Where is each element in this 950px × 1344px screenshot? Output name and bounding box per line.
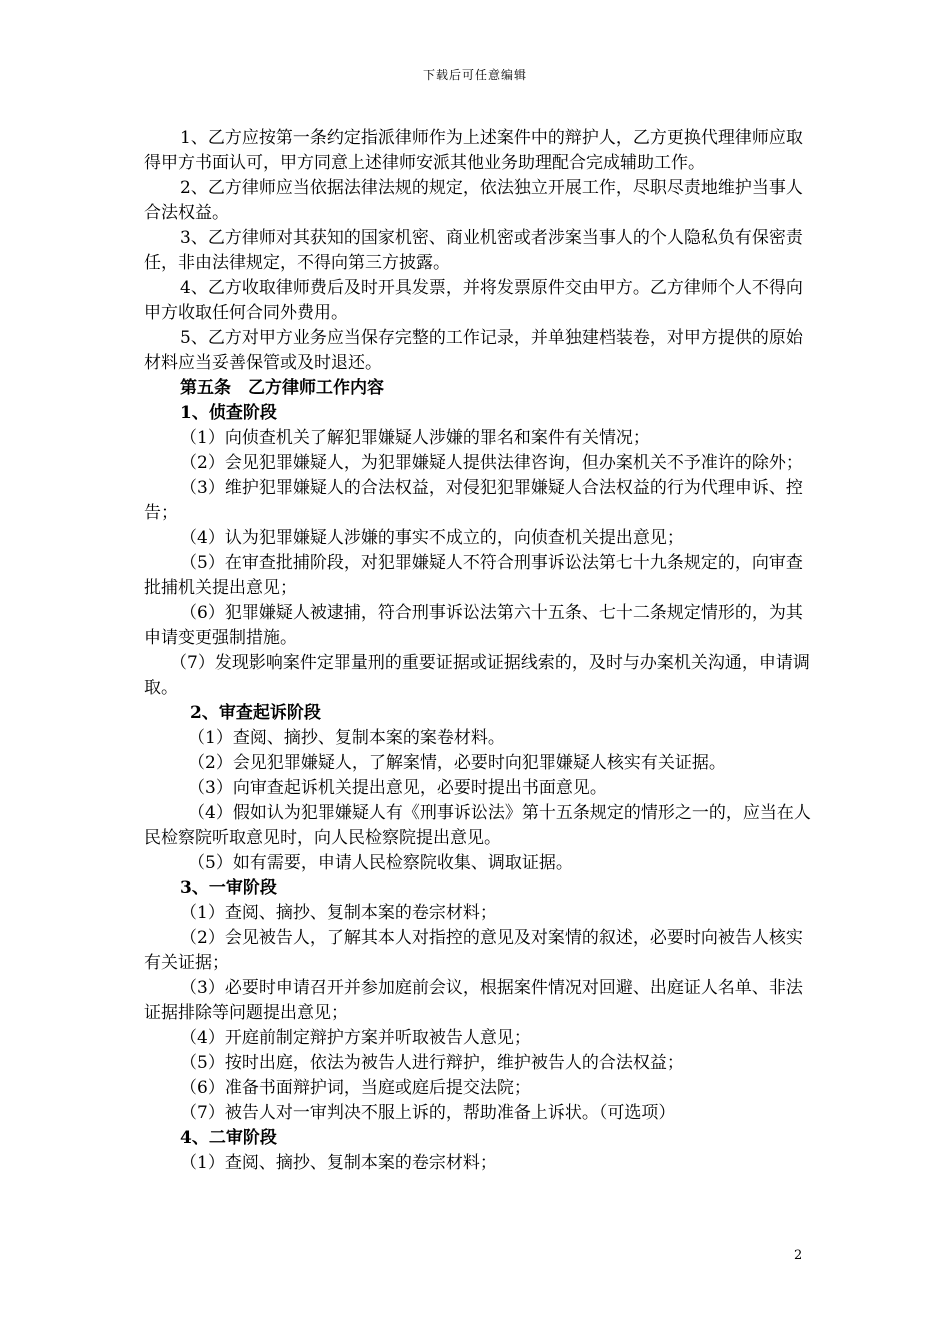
paragraph: 5、乙方对甲方业务应当保存完整的工作记录，并单独建档装卷，对甲方提供的原始材料应当妥善保管或及时退还。 (144, 328, 803, 373)
section-heading: 3、一审阶段 (180, 878, 277, 898)
section-heading: 1、侦查阶段 (180, 403, 277, 423)
page-number: 2 (794, 1248, 803, 1263)
list-item: （5）在审查批捕阶段，对犯罪嫌疑人不符合刑事诉讼法第七十九条规定的，向审查批捕机关提出意见； (144, 553, 803, 598)
list-item: （2）会见犯罪嫌疑人，了解案情，必要时向犯罪嫌疑人核实有关证据。 (188, 753, 726, 773)
list-item: （5）按时出庭，依法为被告人进行辩护，维护被告人的合法权益； (180, 1053, 684, 1073)
document-body (144, 126, 814, 1176)
paragraph: 2、乙方律师应当依据法律法规的规定，依法独立开展工作，尽职尽责地维护当事人合法权益。 (144, 178, 803, 223)
article-heading: 第五条 乙方律师工作内容 (180, 378, 384, 398)
list-item: （1）查阅、摘抄、复制本案的卷宗材料； (180, 903, 497, 923)
list-item: （6）犯罪嫌疑人被逮捕，符合刑事诉讼法第六十五条、七十二条规定情形的，为其申请变更强制措施。 (144, 603, 803, 648)
list-item: （2）会见被告人，了解其本人对指控的意见及对案情的叙述，必要时向被告人核实有关证据； (144, 928, 803, 973)
list-item: （4）开庭前制定辩护方案并听取被告人意见； (180, 1028, 531, 1048)
list-item: （4）认为犯罪嫌疑人涉嫌的事实不成立的，向侦查机关提出意见； (180, 528, 684, 548)
page-header: 下载后可任意编辑 (422, 68, 527, 82)
list-item: （3）维护犯罪嫌疑人的合法权益，对侵犯犯罪嫌疑人合法权益的行为代理申诉、控告； (144, 478, 803, 523)
list-item: （1）向侦查机关了解犯罪嫌疑人涉嫌的罪名和案件有关情况； (180, 428, 650, 448)
list-item: （3）向审查起诉机关提出意见，必要时提出书面意见。 (188, 778, 607, 798)
paragraph: 4、乙方收取律师费后及时开具发票，并将发票原件交由甲方。乙方律师个人不得向甲方收取任何合同外费用。 (144, 278, 803, 323)
list-item: （4）假如认为犯罪嫌疑人有《刑事诉讼法》第十五条规定的情形之一的，应当在人民检察院听取意见时，向人民检察院提出意见。 (144, 803, 811, 848)
list-item: （1）查阅、摘抄、复制本案的案卷材料。 (188, 728, 505, 748)
paragraph: 1、乙方应按第一条约定指派律师作为上述案件中的辩护人，乙方更换代理律师应取得甲方书面认可，甲方同意上述律师安派其他业务助理配合完成辅助工作。 (144, 128, 803, 173)
list-item: （3）必要时申请召开并参加庭前会议，根据案件情况对回避、出庭证人名单、非法证据排除等问题提出意见； (144, 978, 803, 1023)
section-heading: 2、审查起诉阶段 (190, 703, 321, 723)
list-item: （7）被告人对一审判决不服上诉的，帮助准备上诉状。（可选项） (180, 1103, 676, 1123)
list-item: （5）如有需要，申请人民检察院收集、调取证据。 (188, 853, 573, 873)
list-item: （1）查阅、摘抄、复制本案的卷宗材料； (180, 1153, 497, 1173)
section-heading: 4、二审阶段 (180, 1128, 277, 1148)
paragraph: 3、乙方律师对其获知的国家机密、商业机密或者涉案当事人的个人隐私负有保密责任，非由法律规定，不得向第三方披露。 (144, 228, 803, 273)
list-item: （7）发现影响案件定罪量刑的重要证据或证据线索的，及时与办案机关沟通，申请调取。 (144, 653, 810, 698)
list-item: （2）会见犯罪嫌疑人，为犯罪嫌疑人提供法律咨询，但办案机关不予准许的除外； (180, 453, 803, 473)
list-item: （6）准备书面辩护词，当庭或庭后提交法院； (180, 1078, 531, 1098)
